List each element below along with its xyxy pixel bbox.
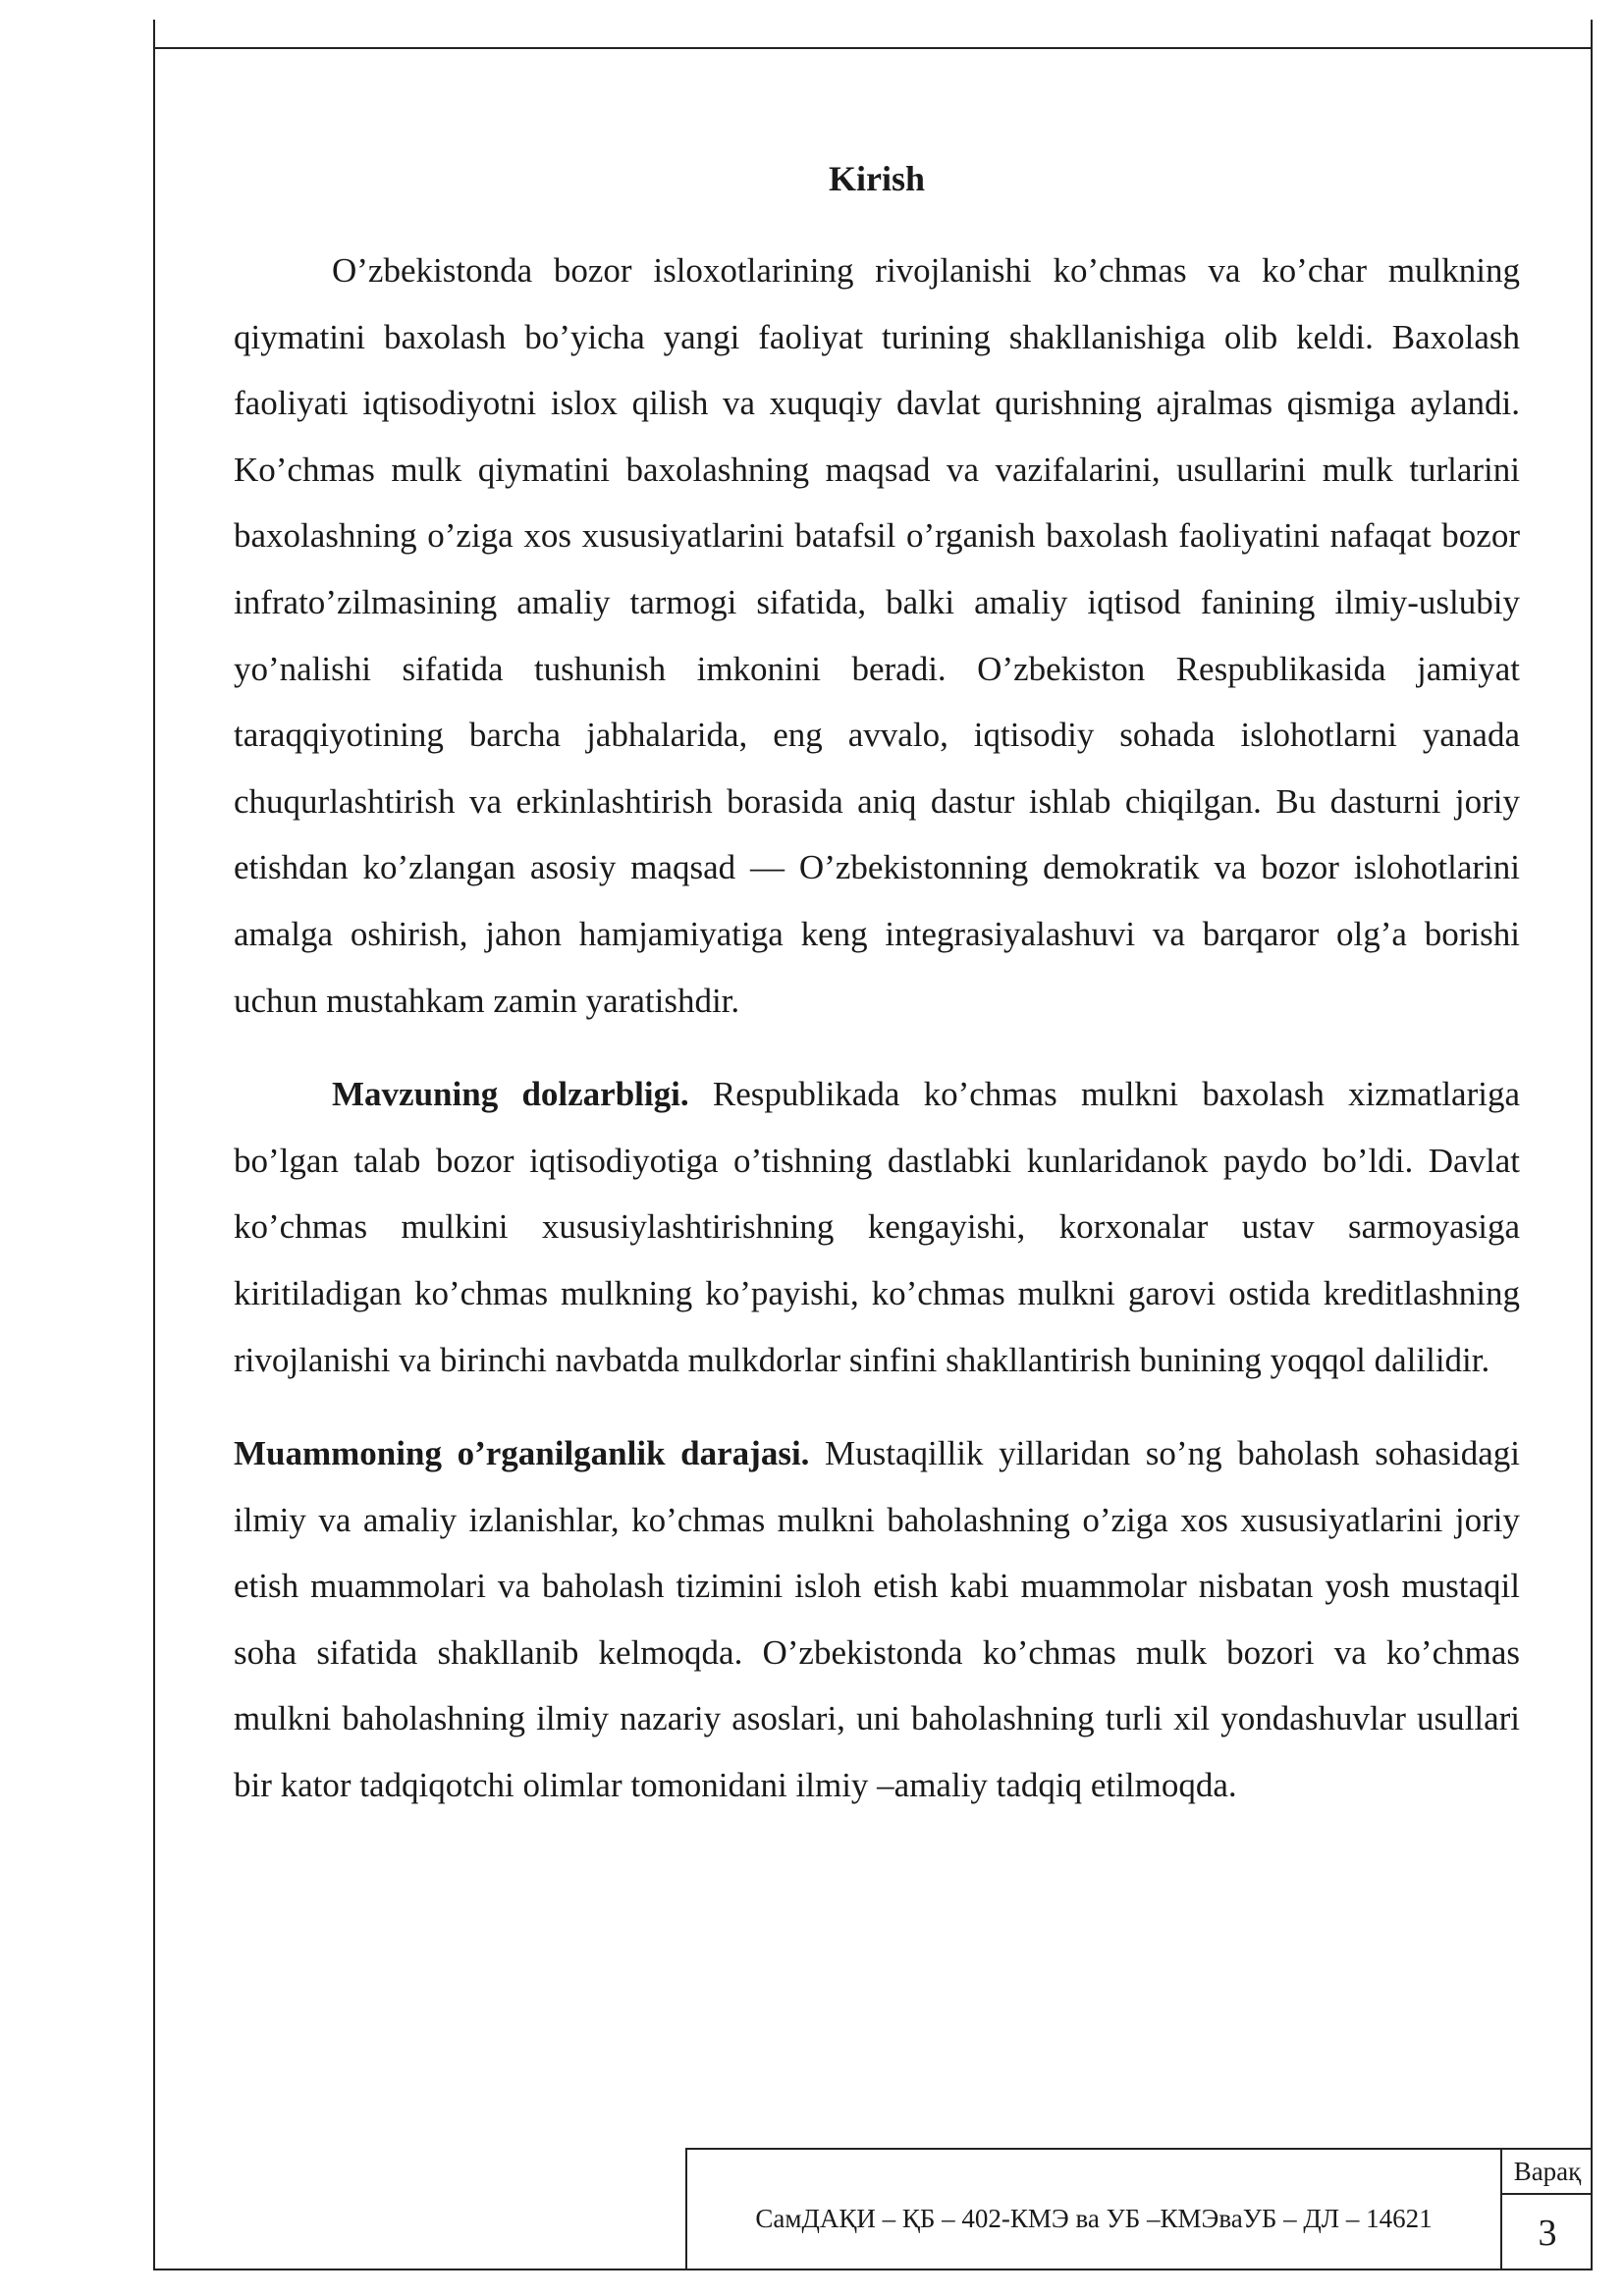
paragraph-relevance-text: Respublikada ko’chmas mulkni baxolash xizmatlariga bo’lgan talab bozor iqtisodiyotiga o’tishning dastlabki kunlaridanok paydo bo’ldi. Davlat ko’chmas mulkini xususiylashtirishning kengayishi, korxonalar ustav sarmoyasiga kiritiladigan ko’chmas mulkning ko’payishi, ko’chmas mulkni garovi ostida kreditlashning rivojlanishi va birinchi navbatda mulkdorlar sinfini shakllantirish bunining yoqqol dalilidir. bbox=[234, 1075, 1520, 1379]
title-block-stamp bbox=[685, 2148, 1593, 2270]
document-body bbox=[234, 147, 1520, 1846]
paragraph-intro bbox=[234, 238, 1520, 1034]
frame-tick-right bbox=[1591, 20, 1593, 49]
paragraph-study-level-heading: Muammoning o’rganilganlik darajasi. bbox=[234, 1434, 810, 1473]
frame-tick-left bbox=[153, 20, 155, 49]
paragraph-study-level-text: Mustaqillik yillaridan so’ng baholash sohasidagi ilmiy va amaliy izlanishlar, ko’chmas mulkni baholashning o’ziga xos xususiyatlarini joriy etish muammolari va baholash tizimini isloh etish kabi muammolar nisbatan yosh mustaqil soha sifatida shakllanib kelmoqda. O’zbekistonda ko’chmas mulk bozori va ko’chmas mulkni baholashning ilmiy nazariy asoslari, uni baholashning turli xil yondashuvlar usullari bir kator tadqiqotchi olimlar tomonidani ilmiy –amaliy tadqiq etilmoqda. bbox=[234, 1434, 1520, 1805]
sheet-cell bbox=[1500, 2150, 1593, 2270]
paragraph-intro-text: O’zbekistonda bozor isloxotlarining rivojlanishi ko’chmas va ko’char mulkning qiymatini baxolash bo’yicha yangi faoliyat turining shakllanishiga olib keldi. Baxolash faoliyati iqtisodiyotni islox qilish va xuquqiy davlat qurishning ajralmas qismiga aylandi. Ko’chmas mulk qiymatini baxolashning maqsad va vazifalarini, usullarini mulk turlarini baxolashning o’ziga xos xususiyatlarini batafsil o’rganish baxolash faoliyatini nafaqat bozor infrato’zilmasining amaliy tarmogi sifatida, balki amaliy iqtisod fanining ilmiy-uslubiy yo’nalishi sifatida tushunish imkonini beradi. O’zbekiston Respublikasida jamiyat taraqqiyotining barcha jabhalarida, eng avvalo, iqtisodiy sohada islohotlarni yanada chuqurlashtirish va erkinlashtirish borasida aniq dastur ishlab chiqilgan. Bu dasturni joriy etishdan ko’zlangan asosiy maqsad — O’zbekistonning demokratik va bozor islohotlarini amalga oshirish, jahon hamjamiyatiga keng integrasiyalashuvi va barqaror olg’a borishi uchun mustahkam zamin yaratishdir. bbox=[234, 251, 1520, 1020]
paragraph-relevance bbox=[234, 1061, 1520, 1393]
sheet-number: 3 bbox=[1538, 2212, 1557, 2254]
paragraph-study-level bbox=[234, 1420, 1520, 1819]
sheet-label: Варақ bbox=[1502, 2150, 1593, 2195]
paragraph-relevance-heading: Mavzuning dolzarbligi. bbox=[332, 1075, 689, 1114]
document-code: СамДАҚИ – ҚБ – 402-КМЭ ва УБ –КМЭваУБ – ДЛ – 14621 bbox=[755, 2204, 1433, 2233]
document-title: Kirish bbox=[828, 159, 925, 198]
